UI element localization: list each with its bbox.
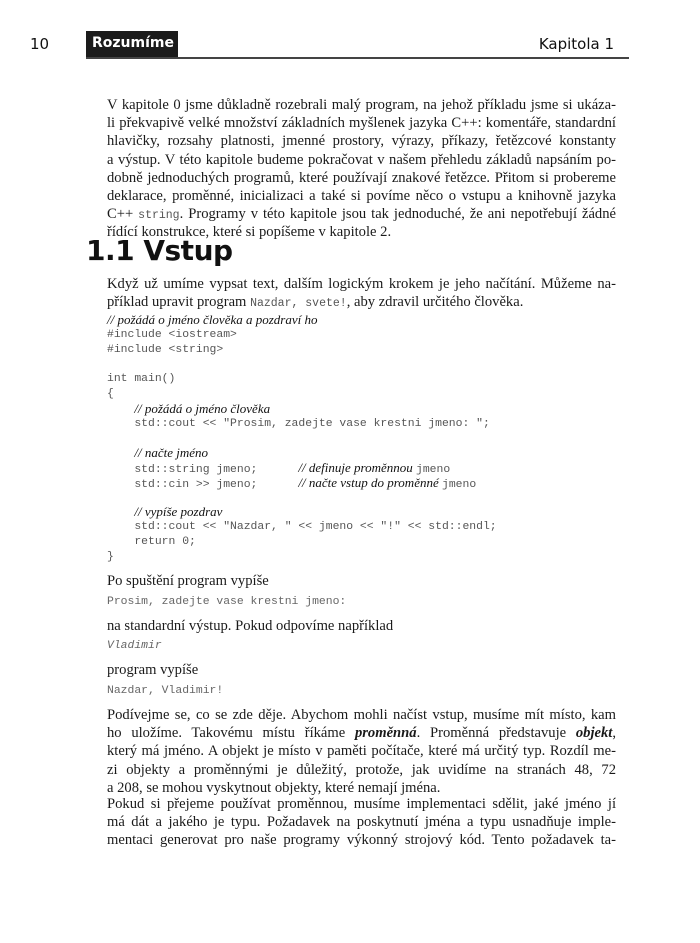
text-segment: std::string jmeno; bbox=[107, 463, 299, 476]
text-segment: { bbox=[107, 387, 114, 400]
code-comment: // načte jméno bbox=[134, 445, 208, 461]
text-segment: li překvapivě velké množství základních myšlenek jazyka C++: komentáře, standardní bbox=[107, 115, 616, 132]
chapter-label: Kapitola 1 bbox=[538, 35, 614, 53]
text-segment: int main() bbox=[107, 373, 176, 386]
code-line bbox=[107, 357, 627, 372]
inline-code: jmeno bbox=[441, 478, 477, 491]
text-segment: a 208, se mohou vyskytnout objekty, které nemají jména. bbox=[107, 779, 441, 796]
text-segment bbox=[107, 449, 134, 461]
after-run-text: Po spuštění program vypíše bbox=[107, 573, 269, 589]
text-segment: který má jméno. A objekt je místo v paměti počítače, které má určitý typ. Rozdíl me- bbox=[107, 743, 616, 760]
text-line bbox=[107, 742, 616, 760]
text-segment: zi objekty a proměnnými je důležitý, protože, jak uvidíme na stranách 48, 72 bbox=[107, 761, 616, 778]
text-line bbox=[107, 96, 616, 114]
code-comment: // požádá o jméno člověka bbox=[134, 400, 271, 416]
text-line bbox=[107, 114, 616, 132]
code-listing bbox=[107, 313, 627, 565]
code-comment: // definuje proměnnou bbox=[298, 459, 416, 475]
program-prints-text: program vypíše bbox=[107, 662, 199, 678]
text-segment: řídící konstrukce, které si popíšeme v kapitole 2. bbox=[107, 224, 392, 241]
text-segment: dobně jednoduchých programů, které používají znakové řetězce. Přitom si probereme bbox=[107, 169, 616, 186]
text-segment: Když už umíme vypsat text, dalším logickým krokem je jeho načítání. Můžeme na- bbox=[107, 276, 616, 292]
emphasized-term: proměnná bbox=[354, 725, 417, 742]
text-line bbox=[107, 813, 616, 831]
code-line bbox=[107, 491, 627, 506]
text-segment: std::cout << "Prosim, zadejte vase krestni jmeno: "; bbox=[107, 417, 490, 430]
code-line bbox=[107, 461, 627, 476]
text-segment: , aby zdravil určitého člověka. bbox=[346, 294, 524, 311]
code-comment: // požádá o jméno člověka a pozdraví ho bbox=[107, 312, 318, 327]
text-line bbox=[107, 132, 616, 150]
text-segment: #include <iostream> bbox=[107, 328, 237, 341]
text-segment: V kapitole 0 jsme důkladně rozebrali malý program, na jehož příkladu jsme si ukáza- bbox=[107, 97, 616, 113]
text-segment: Podívejme se, co se zde děje. Abychom mohli načíst vstup, musíme mít místo, kam bbox=[107, 707, 616, 723]
emphasized-term: objekt bbox=[575, 725, 613, 742]
section-intro-paragraph bbox=[107, 275, 616, 311]
text-segment: deklarace, proměnné, inicializaci a také si povíme něco o vstupu a knihovně jazyka bbox=[107, 187, 616, 204]
text-segment: příklad upravit program bbox=[107, 294, 251, 311]
code-line bbox=[107, 431, 627, 446]
code-line bbox=[107, 402, 627, 417]
code-line bbox=[107, 535, 627, 550]
text-line bbox=[107, 205, 616, 223]
text-line bbox=[107, 293, 616, 311]
text-segment: } bbox=[107, 550, 114, 563]
text-line bbox=[107, 724, 616, 742]
text-line bbox=[107, 761, 616, 779]
text-segment: std::cout << "Nazdar, " << jmeno << "!" << std::endl; bbox=[107, 521, 497, 534]
text-segment: má dát a jakého je typu. Požadavek na poskytnutí jména a typu usnadňuje imple- bbox=[107, 814, 616, 831]
code-line bbox=[107, 372, 627, 387]
user-input-example: Vladimir bbox=[107, 640, 162, 652]
text-segment: ho uložíme. Takovému místu říkáme bbox=[107, 725, 355, 742]
text-line bbox=[107, 275, 616, 293]
intro-paragraph bbox=[107, 96, 616, 242]
code-line bbox=[107, 417, 627, 432]
text-segment: a výstup. V této kapitole budeme pokračovat v našem přehledu základů napsáním po- bbox=[107, 151, 616, 168]
code-comment: // vypíše pozdrav bbox=[134, 504, 223, 520]
text-segment: hlavičky, rozsahy platnosti, jmenné prostory, výrazy, příkazy, řetězcové konstanty bbox=[107, 133, 616, 150]
text-segment: . Proměnná představuje bbox=[416, 725, 576, 742]
text-line bbox=[107, 831, 616, 849]
output-greeting: Nazdar, Vladimir! bbox=[107, 685, 224, 697]
inline-code: string bbox=[138, 209, 180, 223]
text-line bbox=[107, 187, 616, 205]
page-number: 10 bbox=[30, 35, 50, 53]
inline-code: Nazdar, svete! bbox=[250, 297, 347, 311]
stdout-text: na standardní výstup. Pokud odpovíme například bbox=[107, 618, 394, 634]
code-line bbox=[107, 343, 627, 358]
declare-paragraph bbox=[107, 795, 616, 850]
book-title-label: Rozumíme C++ bbox=[86, 31, 178, 57]
text-line bbox=[107, 706, 616, 724]
variables-paragraph bbox=[107, 706, 616, 797]
text-segment: return 0; bbox=[107, 535, 196, 548]
code-line bbox=[107, 520, 627, 535]
code-line bbox=[107, 328, 627, 343]
header-rule bbox=[86, 57, 629, 59]
text-segment: , bbox=[612, 725, 616, 742]
code-line bbox=[107, 387, 627, 402]
text-segment: mentaci generovat pro naše programy výkonný strojový kód. Tento požadavek ta- bbox=[107, 832, 616, 849]
section-heading: 1.1 Vstup bbox=[86, 234, 233, 267]
code-line bbox=[107, 446, 627, 461]
inline-code: jmeno bbox=[416, 463, 451, 476]
output-prompt: Prosim, zadejte vase krestni jmeno: bbox=[107, 596, 347, 608]
text-line bbox=[107, 795, 616, 813]
code-line bbox=[107, 505, 627, 520]
code-comment: // načte vstup do proměnné bbox=[298, 474, 442, 490]
text-line bbox=[107, 151, 616, 169]
text-segment: Pokud si přejeme používat proměnnou, musíme implementaci sdělit, jaké jméno jí bbox=[107, 796, 616, 812]
text-segment bbox=[107, 405, 134, 417]
text-segment: C++ bbox=[107, 206, 139, 223]
code-line bbox=[107, 313, 627, 328]
text-segment: #include <string> bbox=[107, 343, 224, 356]
text-segment: std::cin >> jmeno; bbox=[107, 478, 299, 491]
text-segment: . Programy v této kapitole jsou tak jednoduché, že ani nepotřebují žádné bbox=[179, 206, 617, 223]
text-line bbox=[107, 169, 616, 187]
code-line bbox=[107, 550, 627, 565]
code-line bbox=[107, 476, 627, 491]
text-segment bbox=[107, 508, 134, 520]
